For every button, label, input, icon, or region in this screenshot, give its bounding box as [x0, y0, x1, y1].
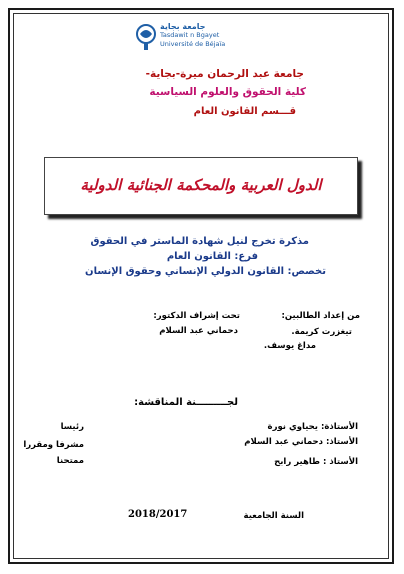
- committee-member-role: مشرفا ومقررا: [23, 440, 84, 450]
- thesis-title: الدول العربية والمحكمة الجنائية الدولية: [80, 176, 322, 194]
- student-name: مداغ يوسف.: [263, 341, 316, 351]
- committee-member-role: رئيسا: [60, 422, 84, 432]
- committee-member-name: الأستاذ: دحماني عبد السلام: [244, 437, 358, 447]
- faculty-name: كلية الحقوق والعلوم السياسية: [149, 86, 306, 98]
- academic-year-label: السنة الجامعية: [243, 511, 304, 521]
- thesis-branch: فرع: القانون العام: [166, 251, 258, 262]
- logo-text: [160, 22, 225, 49]
- logo-arabic: جامعة بجاية: [160, 22, 206, 31]
- department-name: قـــسم القانون العام: [193, 106, 296, 117]
- title-box: [44, 157, 358, 215]
- supervisor-label: تحت إشراف الدكتور:: [153, 311, 240, 321]
- supervisor-name: دحماني عبد السلام: [159, 326, 238, 336]
- logo-latin-1: Tasdawit n Bgayet: [160, 31, 220, 39]
- committee-title: لجـــــــــنة المناقشة:: [134, 397, 238, 408]
- students-label: من إعداد الطالبين:: [281, 311, 360, 321]
- student-name: تيغزرت كريمة.: [291, 327, 352, 337]
- committee-member-role: ممتحنا: [56, 456, 84, 466]
- committee-member-name: الأستاذ : طاهير رابح: [274, 457, 358, 467]
- university-name: جامعة عبد الرحمان ميرة-بجاية-: [145, 68, 304, 80]
- thesis-specialty: تخصص: القانون الدولي الإنساني وحقوق الإنسان: [85, 266, 326, 277]
- committee-member-name: الأستاذة: يحياوي نورة: [267, 422, 358, 432]
- academic-year-value: 2018/2017: [128, 509, 188, 520]
- logo-latin-2: Université de Béjaïa: [160, 40, 226, 48]
- thesis-degree: مذكرة تخرج لنيل شهادة الماستر في الحقوق: [90, 236, 309, 247]
